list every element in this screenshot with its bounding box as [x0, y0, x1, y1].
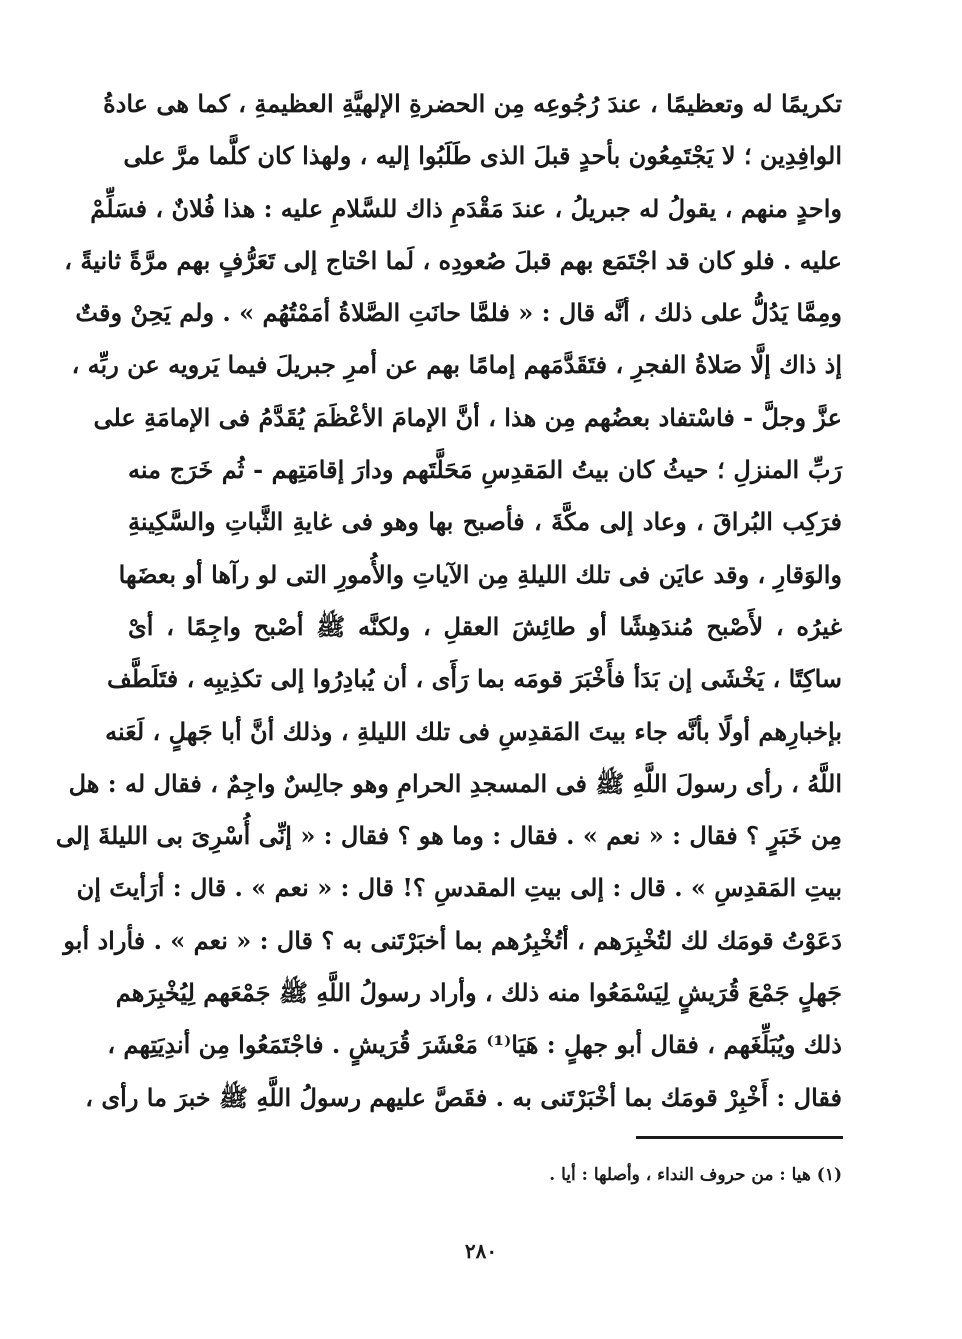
text-line: عزَّ وجلَّ - فاسْتفاد بعضُهم مِن هذا ، أنَّ الإمامَ الأعْظَمَ يُقَدَّمُ فى الإمامَةِ على — [93, 402, 842, 432]
page-number: ٢٨٠ — [464, 1239, 498, 1263]
text-line: والوَقارِ ، وقد عايَن فى تلك الليلةِ مِن الآياتِ والأُمورِ التى لو رآها أو بعضَها — [118, 559, 842, 589]
text-line: دَعَوْتُ قومَك لك لتُخْبِرَهم ، أتُخْبِرُهم بما أخبَرْتَنى به ؟ قال : « نعم » . فأراد أبو — [63, 925, 842, 955]
text-line: فقال : أَخْبِرْ قومَك بما أخْبَرْتَنى به . فقَصَّ عليهم رسولُ اللَّهِ ﷺ خبرَ ما رأى ، — [85, 1082, 842, 1112]
text-line: ذلك ويُبَلِّغَهم ، فقال أبو جهلٍ : هَيَا⁽¹⁾ مَعْشَرَ قُرَيشٍ . فاجْتَمَعُوا مِن أندِيَتِهم ، — [107, 1030, 842, 1060]
text-line: فرَكِب البُراقَ ، وعاد إلى مكَّةَ ، فأصبح بها وهو فى غايةِ الثَّباتِ والسَّكِينةِ — [128, 507, 842, 537]
footnote: (١) هيا : من حروف النداء ، وأصلها : أيا . — [549, 1165, 842, 1185]
text-line: الوافِدِين ؛ لا يَجْتَمِعُون بأحدٍ قبلَ الذى طَلَبُوا إليه ، ولهذا كان كلَّما مرَّ على — [123, 141, 842, 171]
text-line: عليه . فلو كان قد اجْتَمَع بهم قبلَ صُعودِه ، لَما احْتاج إلى تَعَرُّفٍ بهم مرَّةً ثانيةً ، — [64, 245, 842, 275]
text-line: بإخبارِهم أولًا بأنَّه جاء بيتَ المَقدِسِ فى تلك الليلةِ ، وذلك أنَّ أبا جَهلٍ ، لَعَنه — [105, 716, 842, 746]
main-text-block — [55, 78, 843, 1124]
text-line: مِن خَبَرٍ ؟ فقال : « نعم » . فقال : وما هو ؟ فقال : « إنِّى أُسْرِىَ بى الليلةَ إلى — [55, 821, 842, 851]
text-line: تكريمًا له وتعظيمًا ، عندَ رُجُوعِه مِن الحضرةِ الإلهيَّةِ العظيمةِ ، كما هى عادةُ — [103, 89, 842, 118]
text-line: واحدٍ منهم ، يقولُ له جبريلُ ، عندَ مَقْدَمِ ذاك للسَّلامِ عليه : هذا فُلانٌ ، فسَلِّمْ — [90, 193, 842, 223]
text-line: اللَّهُ ، رأى رسولَ اللَّهِ ﷺ فى المسجدِ الحرامِ وهو جالِسٌ واجِمٌ ، فقال له : هل — [68, 768, 842, 798]
text-line: جَهلٍ جَمْعَ قُرَيشٍ لِيَسْمَعُوا منه ذلك ، وأراد رسولُ اللَّهِ ﷺ جَمْعَهم لِيُخْبِرَهم — [115, 978, 842, 1008]
text-line: إذ ذاك إلَّا صَلاةُ الفجرِ ، فتَقَدَّمَهم إمامًا بهم عن أمرِ جبريلَ فيما يَرويه عن ربِّه ، — [71, 350, 842, 380]
footnote-separator — [636, 1136, 843, 1139]
text-line: ساكِتًا ، يَخْشَى إن بَدَأ فأَخْبَرَ قومَه بما رَأَى ، أن يُبادِرُوا إلى تكذِيبِه ، فتَلَطَّف — [107, 664, 842, 694]
text-line: ومِمَّا يَدُلُّ على ذلك ، أنَّه قال : « فلمَّا حانَتِ الصَّلاةُ أمَمْتُهُم » . ولم يَحِنْ وقتٌ — [75, 298, 842, 328]
text-line: رَبِّ المنزلِ ؛ حيثُ كان بيتُ المَقدِسِ مَحَلَّتَهم ودارَ إقامَتِهم - ثُم خَرَج منه — [128, 455, 843, 485]
text-line: غيرُه ، لأَصْبح مُندَهِشًا أو طائِشَ العقلِ ، ولكنَّه ﷺ أصْبح واجِمًا ، أىْ — [128, 611, 842, 641]
text-line: بيتِ المَقدِسِ » . قال : إلى بيتِ المقدسِ ؟! قال : « نعم » . قال : أرَأيتَ إن — [76, 873, 842, 903]
